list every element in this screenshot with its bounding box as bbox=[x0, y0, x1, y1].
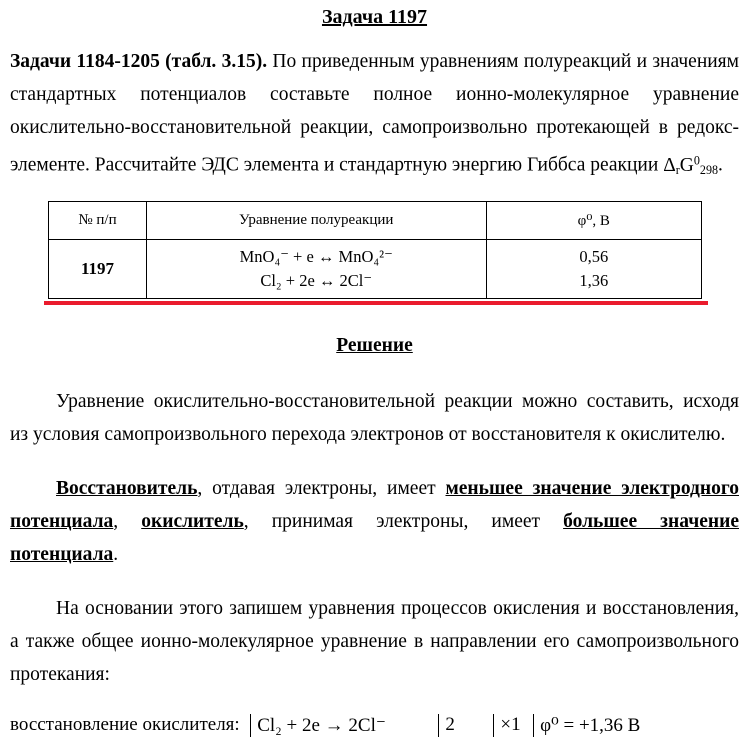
equation-label: восстановление окислителя: bbox=[10, 713, 240, 735]
gibbs-g: G bbox=[679, 154, 694, 176]
matrix-bar-icon bbox=[493, 714, 495, 737]
table-row bbox=[49, 239, 702, 298]
gibbs-sub-r: r bbox=[675, 162, 680, 177]
oxidizer-reduction-equation bbox=[10, 714, 739, 737]
half-reaction-table bbox=[48, 201, 702, 299]
equation-factor-1: 2 bbox=[445, 713, 455, 735]
solution-paragraph-1: Уравнение окислительно-восстановительной реакции можно составить, исходя из условия самопроизвольного перехода электронов от восстановителя к окислителю. bbox=[10, 390, 739, 445]
intro-paragraph-text: По приведенным уравнениям полуреакций и значениям стандартных потенциалов составьте полное ионно-молекулярное уравнение окислительно-восстановительной реакции, самопроизвольно протекающей в редокс-элементе. Рассчитайте ЭДС элемента и стандартную энергию Гиббса реакции bbox=[10, 51, 739, 176]
solution-paragraph-2 bbox=[10, 472, 739, 571]
equation-factor-2: ×1 bbox=[500, 713, 521, 735]
gibbs-energy-symbol bbox=[663, 155, 718, 176]
half-reaction-1: MnO₄⁻ + e ↔ MnO₄²⁻ bbox=[239, 246, 393, 266]
half-reaction-2: Cl₂ + 2e ↔ 2Cl⁻ bbox=[260, 270, 373, 290]
para2-seg-3: , bbox=[113, 510, 142, 532]
gibbs-delta: Δ bbox=[663, 154, 676, 176]
intro-paragraph bbox=[10, 45, 739, 187]
page-title bbox=[10, 6, 739, 29]
intro-paragraph-bold: Задачи 1184-1205 (табл. 3.15). bbox=[10, 51, 268, 72]
term-higher-potential: большее значение потенциала bbox=[10, 510, 739, 565]
header-equation: Уравнение полуреакции bbox=[146, 201, 486, 239]
para2-seg-5: , принимая электроны, имеет bbox=[243, 510, 564, 532]
solution-heading bbox=[10, 335, 739, 357]
page-title-text: Задача 1197 bbox=[321, 6, 428, 28]
term-reducer: Восстановитель bbox=[56, 477, 198, 499]
equations-cell bbox=[146, 239, 486, 298]
potential-1: 0,56 bbox=[579, 246, 609, 266]
term-oxidizer: окислитель bbox=[141, 510, 244, 532]
matrix-bar-icon bbox=[533, 714, 535, 737]
header-potential: φ⁰, В bbox=[486, 201, 702, 239]
potential-2: 1,36 bbox=[579, 270, 609, 290]
red-divider bbox=[44, 301, 708, 305]
gibbs-sup-0: 0 bbox=[693, 153, 700, 167]
task-table-wrap bbox=[48, 201, 702, 305]
potentials-cell bbox=[486, 239, 702, 298]
solution-heading-text: Решение bbox=[336, 334, 413, 356]
matrix-bar-icon bbox=[438, 714, 440, 737]
table-header-row bbox=[49, 201, 702, 239]
para2-seg-7: . bbox=[113, 543, 119, 565]
term-lower-potential: меньшее значение электродного потенциала bbox=[10, 477, 739, 532]
intro-paragraph-period: . bbox=[718, 154, 723, 176]
solution-paragraph-3: На основании этого запишем уравнения процессов окисления и восстановления, а также общее ионно-молекулярное уравнение в направлении его самопроизвольного протекания: bbox=[10, 597, 739, 685]
equation-potential: φ⁰ = +1,36 В bbox=[540, 714, 641, 736]
header-number: № п/п bbox=[49, 201, 147, 239]
task-number-cell: 1197 bbox=[49, 239, 147, 298]
para2-seg-1: , отдавая электроны, имеет bbox=[197, 477, 446, 499]
gibbs-sub-298: 298 bbox=[699, 162, 719, 177]
equation-formula: Cl₂ + 2e → 2Cl⁻ bbox=[257, 714, 386, 736]
matrix-bar-icon bbox=[250, 714, 252, 737]
